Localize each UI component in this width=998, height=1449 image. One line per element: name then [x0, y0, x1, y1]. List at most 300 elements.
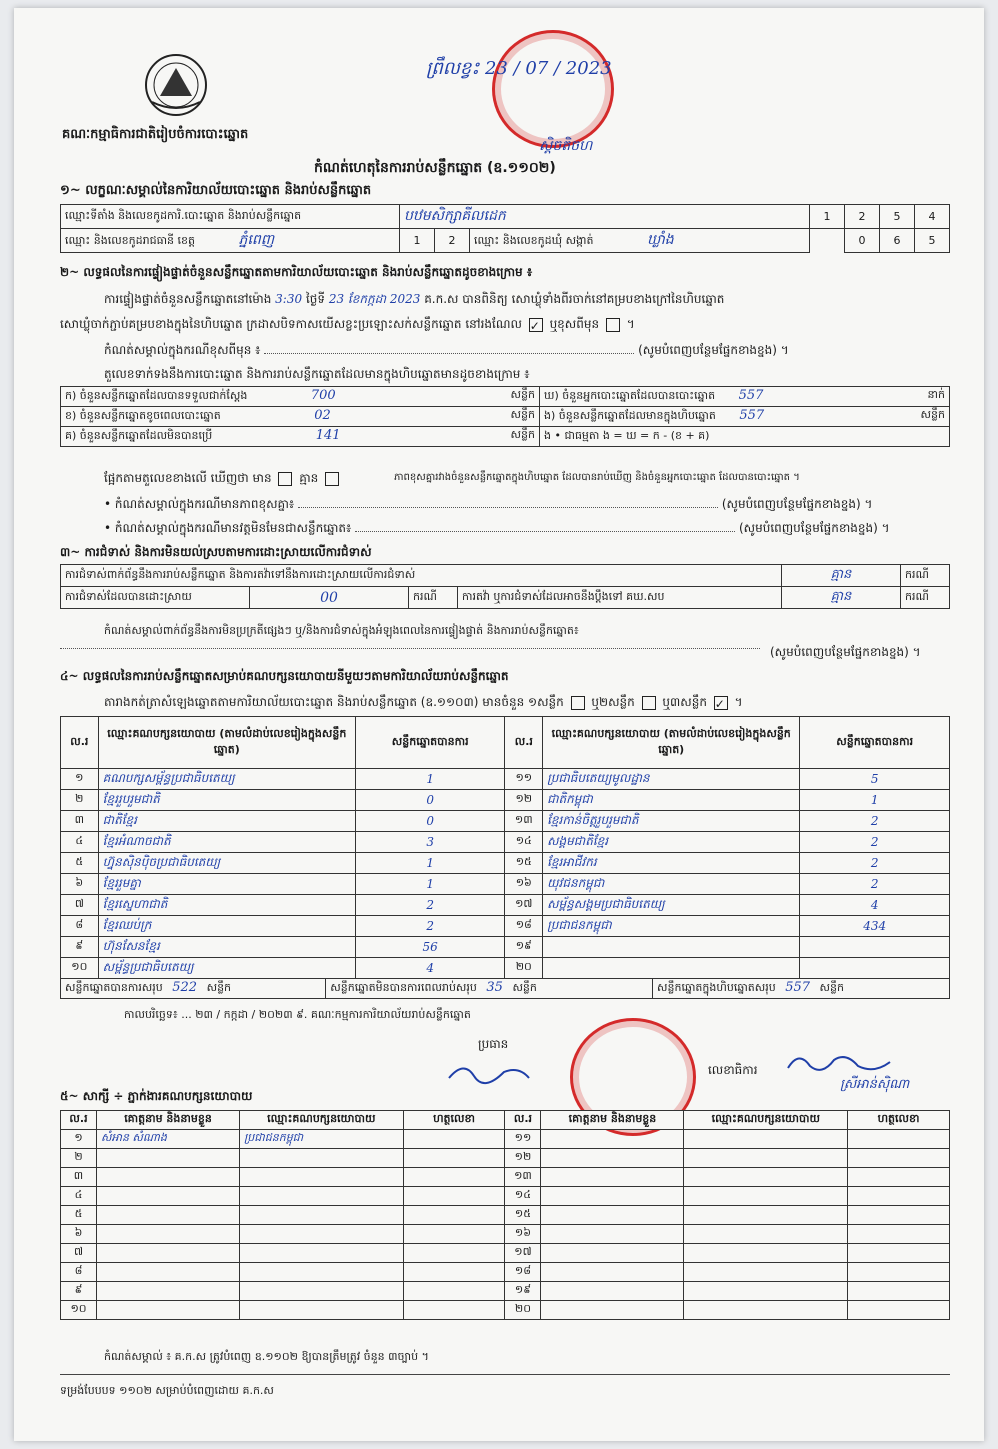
party-left-no: ៨ [61, 916, 99, 937]
party-left-votes: 4 [355, 958, 505, 979]
party-row [61, 853, 950, 874]
footer-divider [60, 1374, 950, 1375]
witness-sign-left[interactable] [403, 1168, 505, 1187]
commune-label [470, 229, 810, 253]
party-left-party: គណបក្សសម្ព័ន្ធប្រជាធិបតេយ្យ [98, 769, 355, 790]
checkbox-one-sheet[interactable] [571, 696, 585, 710]
tally-sheet-text: តារាងកត់ត្រាសំឡេងឆ្នោតតាមការិយាល័យបោះឆ្នោត និងរាប់សន្លឹកឆ្នោត (ឧ.១១០៣) មានចំនួន ១សន្លឹក [104, 695, 564, 709]
bullet-foreign-field[interactable] [355, 531, 735, 532]
figure-b [61, 407, 540, 427]
figure-formula: ង • ជាធម្មតា ង = ឃ = ក - (ខ + គ) [540, 427, 950, 447]
total-box-label: សន្លឹកឆ្នោតក្នុងហិបឆ្នោតសរុប [657, 981, 776, 994]
party-left-party: ខ្មែរអំណាចជាតិ [98, 832, 355, 853]
witness-row [61, 1301, 950, 1320]
witness-sign-left[interactable] [403, 1301, 505, 1320]
party-right-votes: 1 [800, 790, 950, 811]
discrepancy-tail: ភាពខុសគ្នារវាងចំនួនសន្លឹកឆ្នោតក្នុងហិបឆ្នោត ដែលបានរាប់ឃើញ និងចំនួនអ្នកបោះឆ្នោត ដែលបានបោះឆ្នោត ។ [394, 472, 800, 483]
party-row [61, 874, 950, 895]
witness-row [61, 1225, 950, 1244]
check-time-line [104, 291, 724, 309]
witness-row [61, 1282, 950, 1301]
total-invalid-unit: សន្លឹក [512, 981, 537, 994]
party-right-votes [800, 937, 950, 958]
complaint-appeal-label: ការតវ៉ា ឬការជំទាស់ដែលអាចនឹងប្តឹងទៅ គឃ.សប [458, 587, 782, 609]
witness-party-right[interactable] [684, 1187, 848, 1206]
figure-c-unit: សន្លឹក [510, 428, 535, 441]
figure-d-value: 557 [738, 388, 764, 403]
witness-party-right[interactable] [684, 1206, 848, 1225]
witness-sign-right[interactable] [848, 1282, 950, 1301]
witness-party-right[interactable] [684, 1225, 848, 1244]
witness-body [61, 1130, 950, 1320]
w-col-party-right: ឈ្មោះគណបក្សនយោបាយ [684, 1111, 848, 1130]
w-col-no-right: ល.រ [505, 1111, 541, 1130]
witness-sign-right[interactable] [848, 1244, 950, 1263]
party-left-votes: 1 [355, 769, 505, 790]
complaint-row1-label: ការជំទាស់ពាក់ព័ន្ធនឹងការរាប់សន្លឹកឆ្នោត និងការតវ៉ាទៅនឹងការដោះស្រាយលើការជំទាស់ [61, 565, 782, 587]
check-time-text: ការផ្ទៀងផ្ទាត់ចំនួនសន្លឹកឆ្នោតនៅម៉ោង [104, 292, 272, 306]
witness-name-right[interactable] [541, 1244, 684, 1263]
figure-e-unit: សន្លឹក [920, 408, 945, 421]
party-right-no: ១២ [505, 790, 543, 811]
total-valid [61, 979, 326, 999]
party-row [61, 916, 950, 937]
seal-different-text: ឬខុសពីមុន [549, 317, 600, 331]
party-right-no: ២០ [505, 958, 543, 979]
complaint-resolved-label: ការជំទាស់ដែលបានដោះស្រាយ [61, 587, 250, 609]
section1-table [60, 204, 950, 253]
province-code-2: 2 [435, 229, 470, 253]
bullet-foreign-text: • កំណត់សម្គាល់ក្នុងករណីមានវត្តមិនមែនជាសន្លឹកឆ្នោត៖ [104, 521, 352, 535]
witness-no-right: ១១ [505, 1130, 541, 1149]
office-code-1: 1 [810, 205, 845, 229]
commune-code-spacer [810, 229, 845, 253]
witness-party-left[interactable] [240, 1149, 404, 1168]
bullet-foreign-object [104, 520, 964, 538]
witness-row [61, 1206, 950, 1225]
witness-sign-right[interactable] [848, 1263, 950, 1282]
figure-c-label: គ) ចំនួនសន្លឹកឆ្នោតដែលមិនបានប្រើ [65, 429, 213, 442]
witness-name-left[interactable] [97, 1206, 240, 1225]
party-left-votes: 0 [355, 790, 505, 811]
party-right-votes [800, 958, 950, 979]
witness-row [61, 1244, 950, 1263]
party-right-party [543, 937, 800, 958]
witness-name-right[interactable] [541, 1225, 684, 1244]
col-party-left: ឈ្មោះគណបក្សនយោបាយ (តាមលំដាប់លេខរៀងក្នុងសន្លឹកឆ្នោត) [98, 717, 355, 769]
witness-name-left[interactable] [97, 1149, 240, 1168]
witness-no-right: ១៧ [505, 1244, 541, 1263]
party-left-party: ខ្មែរឈប់ក្រ [98, 916, 355, 937]
total-box [653, 979, 950, 999]
party-right-no: ១៨ [505, 916, 543, 937]
checkbox-as-before[interactable]: ✓ [529, 318, 543, 332]
witness-no-right: ១៤ [505, 1187, 541, 1206]
party-right-no: ១៦ [505, 874, 543, 895]
checkbox-has-discrepancy[interactable] [278, 472, 292, 486]
complaint-appeal-value: គ្មាន [782, 587, 901, 609]
party-row [61, 895, 950, 916]
party-right-votes: 2 [800, 874, 950, 895]
party-left-votes: 1 [355, 853, 505, 874]
witness-no-left: ២ [61, 1149, 97, 1168]
party-row [61, 769, 950, 790]
col-no-left: ល.រ [61, 717, 99, 769]
party-left-party: ខ្មែរស្នេហាជាតិ [98, 895, 355, 916]
party-right-party: ប្រជាជនកម្ពុជា [543, 916, 800, 937]
witness-name-left[interactable] [97, 1244, 240, 1263]
party-right-party [543, 958, 800, 979]
checkbox-two-sheets[interactable] [642, 696, 656, 710]
party-right-party: សម្ព័ន្ធសង្គមប្រជាធិបតេយ្យ [543, 895, 800, 916]
witness-no-right: ១២ [505, 1149, 541, 1168]
party-left-party: ជាតិខ្មែរ [98, 811, 355, 832]
footnote: កំណត់សម្គាល់ ៖ គ.ក.ស ត្រូវបំពេញ ឧ.១១០២ ឱ្យបានត្រឹមត្រូវ ចំនួន ៣ច្បាប់ ។ [104, 1350, 429, 1363]
figure-d-unit: នាក់ [927, 388, 945, 401]
witness-name-right[interactable] [541, 1263, 684, 1282]
form-title: កំណត់ហេតុនៃការរាប់សន្លឹកឆ្នោត (ឧ.១១០២) [314, 160, 556, 176]
total-invalid-label: សន្លឹកឆ្នោតមិនបានការពេលរាប់សរុប [330, 981, 477, 994]
col-no-right: ល.រ [505, 717, 543, 769]
party-left-votes: 1 [355, 874, 505, 895]
irregularity-tail: (សូមបំពេញបន្ថែមផ្នែកខាងខ្នង) ។ [770, 645, 921, 659]
office-code-3: 5 [880, 205, 915, 229]
witness-party-right[interactable] [684, 1149, 848, 1168]
witness-name-right[interactable] [541, 1206, 684, 1225]
witness-row [61, 1187, 950, 1206]
province-label [61, 229, 400, 253]
witness-sign-left[interactable] [403, 1263, 505, 1282]
party-left-no: ៩ [61, 937, 99, 958]
different-note-field[interactable] [264, 353, 634, 354]
official-stamp-top [492, 30, 614, 148]
total-invalid-value: 35 [486, 980, 503, 995]
secretary-label: លេខាធិការ [708, 1063, 758, 1077]
col-votes-right: សន្លឹកឆ្នោតបានការ [800, 717, 950, 769]
witness-no-left: ៣ [61, 1168, 97, 1187]
witness-party-right[interactable] [684, 1130, 848, 1149]
witness-sign-left[interactable] [403, 1225, 505, 1244]
witness-name-right[interactable] [541, 1282, 684, 1301]
w-col-party-left: ឈ្មោះគណបក្សនយោបាយ [240, 1111, 404, 1130]
secretary-name: ស្រីអាន់ស៊ិណា [840, 1077, 910, 1092]
discrepancy-none-text: គ្មាន [299, 471, 319, 485]
check-lock-text: គ.ក.ស បានពិនិត្យ សោឃ្លុំទាំងពីរចាក់នៅគម្របខាងក្រៅនៃហិបឆ្នោត [424, 292, 725, 306]
figures-intro: តួលេខទាក់ទងនឹងការបោះឆ្នោត និងការរាប់សន្លឹកឆ្នោតដែលមានក្នុងហិបឆ្នោតមានដូចខាងក្រោម ៖ [104, 367, 530, 381]
bullet-difference [104, 496, 964, 514]
party-results-table [60, 716, 950, 979]
w-col-sign-right: ហត្ថលេខា [848, 1111, 950, 1130]
witness-no-right: ១៩ [505, 1282, 541, 1301]
party-row [61, 811, 950, 832]
witness-party-right[interactable] [684, 1301, 848, 1320]
complaints-table [60, 564, 950, 609]
witness-name-left[interactable] [97, 1225, 240, 1244]
witness-party-left[interactable] [240, 1187, 404, 1206]
witness-sign-right[interactable] [848, 1149, 950, 1168]
witness-sign-left[interactable] [403, 1282, 505, 1301]
different-note-tail: (សូមបំពេញបន្ថែមផ្នែកខាងខ្នង) ។ [638, 343, 789, 357]
figure-d [540, 387, 950, 407]
party-left-party: សម្ព័ន្ធប្រជាធិបតេយ្យ [98, 958, 355, 979]
witness-no-right: ១៥ [505, 1206, 541, 1225]
tally-three-text: ឬ៣សន្លឹក [662, 695, 707, 709]
party-right-no: ១៧ [505, 895, 543, 916]
party-left-party: ហ៊ុនសែនខ្មែរ [98, 937, 355, 958]
chair-label: ប្រធាន [478, 1037, 509, 1051]
witness-no-left: ១ [61, 1130, 97, 1149]
witness-sign-right[interactable] [848, 1187, 950, 1206]
witness-no-left: ១០ [61, 1301, 97, 1320]
secretary-signature [784, 1050, 894, 1078]
complaint-row1-value: គ្មាន [782, 565, 901, 587]
party-right-party: ខ្មែរអាជីវករ [543, 853, 800, 874]
irregularity-note: កំណត់សម្គាល់ពាក់ព័ន្ធនឹងការមិនប្រក្រតីផ្សេងៗ ឬ/និងការជំទាស់ក្នុងអំឡុងពេលនៃការផ្ទៀងផ្ទាត់ និងការរាប់សន្លឹកឆ្នោត៖ [104, 624, 579, 637]
party-row [61, 790, 950, 811]
irregularity-field[interactable] [60, 648, 760, 649]
witness-sign-left[interactable] [403, 1244, 505, 1263]
office-code-2: 2 [845, 205, 880, 229]
w-col-sign-left: ហត្ថលេខា [403, 1111, 505, 1130]
party-right-votes: 2 [800, 811, 950, 832]
witness-sign-right[interactable] [848, 1168, 950, 1187]
party-left-no: ១ [61, 769, 99, 790]
party-left-party: ខ្មែររួបរួមជាតិ [98, 790, 355, 811]
total-valid-unit: សន្លឹក [206, 981, 232, 994]
commune-code-1: 0 [845, 229, 880, 253]
witness-row [61, 1168, 950, 1187]
total-valid-label: សន្លឹកឆ្នោតបានការសរុប [65, 981, 163, 994]
figure-d-label: ឃ) ចំនួនអ្នកបោះឆ្នោតដែលបានបោះឆ្នោត [544, 389, 716, 402]
complaint-resolved-unit: ករណី [409, 587, 458, 609]
election-form-page [14, 8, 984, 1441]
figure-a [61, 387, 540, 407]
party-row [61, 958, 950, 979]
witness-no-right: ១៣ [505, 1168, 541, 1187]
committee-name: គណៈកម្មាធិការជាតិរៀបចំការបោះឆ្នោត [62, 127, 249, 142]
commune-label-text: ឈ្មោះ និងលេខកូដឃុំ សង្កាត់ [474, 234, 594, 247]
col-party-right: ឈ្មោះគណបក្សនយោបាយ (តាមលំដាប់លេខរៀងក្នុងសន្លឹកឆ្នោត) [543, 717, 800, 769]
total-box-value: 557 [785, 980, 811, 995]
party-right-votes: 434 [800, 916, 950, 937]
witness-sign-right[interactable] [848, 1301, 950, 1320]
party-left-votes: 56 [355, 937, 505, 958]
witness-name-left: សំអាន សំណាង [97, 1130, 240, 1149]
party-right-party: ប្រជាធិបតេយ្យមូលដ្ឋាន [543, 769, 800, 790]
witness-party-left[interactable] [240, 1168, 404, 1187]
witness-party-left[interactable] [240, 1225, 404, 1244]
w-col-name-right: គោត្តនាម និងនាមខ្លួន [541, 1111, 684, 1130]
checkbox-no-discrepancy[interactable] [325, 472, 339, 486]
reference-number: ព្រឹលខ្វះ 23 / 07 / 2023 [426, 58, 612, 79]
bullet-difference-field[interactable] [298, 507, 718, 508]
form-footer: ទម្រង់បែបបទ ១១០២ សម្រាប់បំពេញដោយ គ.ក.ស [60, 1384, 274, 1397]
figure-b-unit: សន្លឹក [510, 408, 535, 421]
witness-no-right: ២០ [505, 1301, 541, 1320]
office-name-value: បឋមសិក្សាគីលដេក [400, 205, 810, 229]
witness-party-right[interactable] [684, 1244, 848, 1263]
commune-code-3: 5 [915, 229, 950, 253]
party-right-party: ជាតិកម្ពុជា [543, 790, 800, 811]
discrepancy-text: ផ្អែកតាមតួលេខខាងលើ ឃើញថា មាន [104, 471, 272, 485]
witness-row [61, 1130, 950, 1149]
complaint-row1-unit: ករណី [901, 565, 950, 587]
party-left-no: ៧ [61, 895, 99, 916]
tally-two-text: ឬ២សន្លឹក [591, 695, 635, 709]
seal-text: សោឃ្លុំចាក់ភ្ជាប់គម្របខាងក្នុងនៃហិបឆ្នោត ក្រដាសបិទកាសយើសខ្លះប្រឡោះសក់សន្លឹកឆ្នោត នៅរងណែល [60, 317, 522, 331]
party-left-no: ២ [61, 790, 99, 811]
province-value: ភ្នំពេញ [238, 232, 275, 248]
total-invalid [326, 979, 653, 999]
figure-c [61, 427, 540, 447]
figure-b-label: ខ) ចំនួនសន្លឹកឆ្នោតខូចពេលបោះឆ្នោត [65, 409, 221, 422]
party-right-no: ១៥ [505, 853, 543, 874]
province-code-1: 1 [400, 229, 435, 253]
witness-name-left[interactable] [97, 1187, 240, 1206]
bullet-difference-tail: (សូមបំពេញបន្ថែមផ្នែកខាងខ្នង) ។ [721, 497, 873, 511]
province-label-text: ឈ្មោះ និងលេខកូដរាជធានី ខេត្ត [65, 234, 195, 247]
witness-party-left[interactable] [240, 1263, 404, 1282]
witness-sign-left[interactable] [403, 1206, 505, 1225]
witness-no-left: ៤ [61, 1187, 97, 1206]
party-left-votes: 3 [355, 832, 505, 853]
party-row [61, 832, 950, 853]
witness-name-left[interactable] [97, 1168, 240, 1187]
commune-value: ឃ្លាំង [647, 232, 674, 248]
witness-party-left[interactable] [240, 1282, 404, 1301]
results-body [61, 769, 950, 979]
witness-no-right: ១៨ [505, 1263, 541, 1282]
complaint-appeal-unit: ករណី [901, 587, 950, 609]
witness-name-right[interactable] [541, 1130, 684, 1149]
party-left-no: ៥ [61, 853, 99, 874]
bullet-difference-text: • កំណត់សម្គាល់ក្នុងករណីមានភាពខុសគ្នា៖ [104, 497, 295, 511]
total-box-unit: សន្លឹក [819, 981, 844, 994]
witness-party-right[interactable] [684, 1168, 848, 1187]
party-right-votes: 4 [800, 895, 950, 916]
office-code-4: 4 [915, 205, 950, 229]
witness-sign-right[interactable] [848, 1130, 950, 1149]
office-name-label: ឈ្មោះទីតាំង និងលេខកូដការិ.បោះឆ្នោត និងរាប់សន្លឹកឆ្នោត [61, 205, 400, 229]
party-left-no: ៤ [61, 832, 99, 853]
witness-no-left: ៨ [61, 1263, 97, 1282]
witness-name-right[interactable] [541, 1187, 684, 1206]
party-right-votes: 5 [800, 769, 950, 790]
witness-sign-left[interactable] [403, 1130, 505, 1149]
chair-signature [444, 1058, 534, 1088]
witness-party-left[interactable] [240, 1206, 404, 1225]
complaint-resolved-value: 00 [250, 587, 409, 609]
party-left-party: ហ្វ៊ុនស៊ិនប៉ិចប្រជាធិបតេយ្យ [98, 853, 355, 874]
party-right-no: ១៤ [505, 832, 543, 853]
witness-sign-right[interactable] [848, 1225, 950, 1244]
witness-no-left: ៦ [61, 1225, 97, 1244]
section4-heading: ៤~ លទ្ធផលនៃការរាប់សន្លឹកឆ្នោតសម្រាប់គណបក្សនយោបាយនីមួយៗតាមការិយាល័យរាប់សន្លឹកឆ្នោត [60, 669, 509, 683]
figure-a-unit: សន្លឹក [510, 388, 535, 401]
stamp-note: ស្តិចតិចហ [539, 138, 593, 154]
party-left-no: ៣ [61, 811, 99, 832]
witness-party-left: ប្រជាជនកម្ពុជា [240, 1130, 404, 1149]
witness-name-left[interactable] [97, 1263, 240, 1282]
check-time-value: 3:30 [275, 292, 303, 306]
figure-c-value: 141 [315, 428, 341, 443]
witness-no-left: ៥ [61, 1206, 97, 1225]
party-left-votes: 2 [355, 895, 505, 916]
party-left-no: ៦ [61, 874, 99, 895]
witness-no-left: ៧ [61, 1244, 97, 1263]
checkbox-three-sheets[interactable]: ✓ [714, 696, 728, 710]
witness-name-right[interactable] [541, 1168, 684, 1187]
check-day-text: ថ្ងៃទី [305, 292, 325, 306]
witness-no-right: ១៦ [505, 1225, 541, 1244]
witness-name-left[interactable] [97, 1301, 240, 1320]
party-right-votes: 2 [800, 832, 950, 853]
party-right-no: ១៩ [505, 937, 543, 958]
witness-sign-left[interactable] [403, 1149, 505, 1168]
party-left-votes: 2 [355, 916, 505, 937]
check-date-value: 23 ខែកក្កដា 2023 [328, 292, 421, 306]
witness-no-left: ៩ [61, 1282, 97, 1301]
party-left-no: ១០ [61, 958, 99, 979]
witness-party-right[interactable] [684, 1263, 848, 1282]
figure-e-value: 557 [739, 408, 765, 423]
figure-e-label: ង) ចំនួនសន្លឹកឆ្នោតដែលមានក្នុងហិបឆ្នោត [544, 409, 716, 422]
party-row [61, 937, 950, 958]
discrepancy-line [104, 470, 342, 488]
witness-name-right[interactable] [541, 1301, 684, 1320]
witness-table [60, 1110, 950, 1320]
party-left-party: ខ្មែររួមគ្នា [98, 874, 355, 895]
emblem-logo [142, 52, 210, 118]
figure-e [540, 407, 950, 427]
witness-party-left[interactable] [240, 1244, 404, 1263]
bullet-foreign-tail: (សូមបំពេញបន្ថែមផ្នែកខាងខ្នង) ។ [738, 521, 890, 535]
figure-a-value: 700 [310, 388, 336, 403]
party-right-party: យុវជនកម្ពុជា [543, 874, 800, 895]
party-right-no: ១១ [505, 769, 543, 790]
totals-table [60, 978, 950, 999]
witness-name-left[interactable] [97, 1282, 240, 1301]
section1-heading: ១~ លក្ខណៈសម្គាល់នៃការិយាល័យបោះឆ្នោត និងរាប់សន្លឹកឆ្នោត [60, 183, 372, 198]
party-left-votes: 0 [355, 811, 505, 832]
commune-code-2: 6 [880, 229, 915, 253]
figure-b-value: 02 [314, 408, 331, 423]
total-valid-value: 522 [172, 980, 198, 995]
witness-party-right[interactable] [684, 1282, 848, 1301]
section3-heading: ៣~ ការជំទាស់ និងការមិនយល់ស្របតាមការដោះស្រាយលើការជំទាស់ [60, 545, 372, 559]
w-col-no-left: ល.រ [61, 1111, 97, 1130]
different-note-line [104, 342, 964, 360]
witness-sign-right[interactable] [848, 1206, 950, 1225]
tally-sheet-line: តារាងកត់ត្រាសំឡេងឆ្នោតតាមការិយាល័យបោះឆ្នោត និងរាប់សន្លឹកឆ្នោត (ឧ.១១០៣) មានចំនួន ១សន្លឹក ឬ២សន្លឹក ឬ៣សន្លឹក ✓ ។ [104, 695, 743, 711]
different-note-label: កំណត់សម្គាល់ក្នុងករណីខុសពីមុន ៖ [104, 343, 261, 357]
figure-a-label: ក) ចំនួនសន្លឹកឆ្នោតដែលបានទទួលជាក់ស្តែង [65, 389, 248, 402]
party-right-votes: 2 [800, 853, 950, 874]
witness-name-right[interactable] [541, 1149, 684, 1168]
seal-line: សោឃ្លុំចាក់ភ្ជាប់គម្របខាងក្នុងនៃហិបឆ្នោត ក្រដាសបិទកាសយើសខ្លះប្រឡោះសក់សន្លឹកឆ្នោត នៅរងណែល ✓ ឬខុសពីមុន ។ [60, 317, 635, 333]
witness-row [61, 1263, 950, 1282]
party-right-no: ១៣ [505, 811, 543, 832]
ballot-figures-table [60, 386, 950, 447]
witness-sign-left[interactable] [403, 1187, 505, 1206]
party-right-party: ខ្មែរកាន់ចិត្តរួបរួមជាតិ [543, 811, 800, 832]
date-line: កាលបរិច្ឆេទ៖ ... ២៣ / កក្កដា / ២០២៣ ៩. គណៈកម្មការការិយាល័យរាប់សន្លឹកឆ្នោត [124, 1008, 471, 1021]
col-votes-left: សន្លឹកឆ្នោតបានការ [355, 717, 505, 769]
w-col-name-left: គោត្តនាម និងនាមខ្លួន [97, 1111, 240, 1130]
witness-row [61, 1149, 950, 1168]
checkbox-different[interactable] [606, 318, 620, 332]
witness-party-left[interactable] [240, 1301, 404, 1320]
